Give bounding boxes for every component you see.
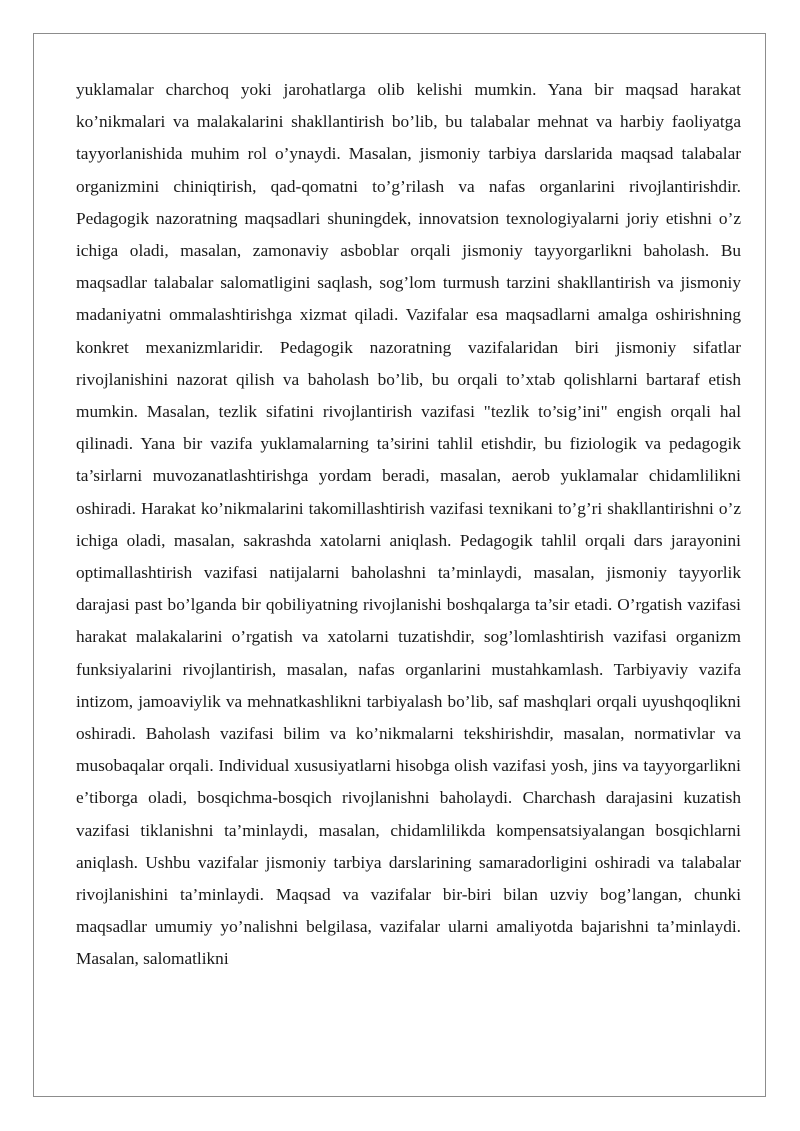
body-paragraph: yuklamalar charchoq yoki jarohatlarga olib kelishi mumkin. Yana bir maqsad harakat ko’nikmalari va malakalarini shakllantirish bo’lib, bu talabalar mehnat va harbiy faoliyatga tayyorlanishida muhim rol o’ynaydi. Masalan, jismoniy tarbiya darslarida maqsad talabalar organizmini chiniqtirish, qad-qomatni to’g’rilash va nafas organlarini rivojlantirishdir. Pedagogik nazoratning maqsadlari shuningdek, innovatsion texnologiyalarni joriy etishni o’z ichiga oladi, masalan, zamonaviy asboblar orqali jismoniy tayyorgarlikni baholash. Bu maqsadlar talabalar salomatligini saqlash, sog’lom turmush tarzini shakllantirish va jismoniy madaniyatni ommalashtirishga xizmat qiladi. Vazifalar esa maqsadlarni amalga oshirishning konkret mexanizmlaridir. Pedagogik nazoratning vazifalaridan biri jismoniy sifatlar rivojlanishini nazorat qilish va baholash bo’lib, bu orqali to’xtab qolishlarni bartaraf etish mumkin. Masalan, tezlik sifatini rivojlantirish vazifasi "tezlik to’sig’ini" engish orqali hal qilinadi. Yana bir vazifa yuklamalarning ta’sirini tahlil etishdir, bu fiziologik va pedagogik ta’sirlarni muvozanatlashtirishga yordam beradi, masalan, aerob yuklamalar chidamlilikni oshiradi. Harakat ko’nikmalarini takomillashtirish vazifasi texnikani to’g’ri shakllantirishni o’z ichiga oladi, masalan, sakrashda xatolarni aniqlash. Pedagogik tahlil orqali dars jarayonini optimallashtirish vazifasi natijalarni baholashni ta’minlaydi, masalan, jismoniy tayyorlik darajasi past bo’lganda bir qobiliyatning rivojlanishi boshqalarga ta’sir etadi. O’rgatish vazifasi harakat malakalarini o’rgatish va xatolarni tuzatishdir, sog’lomlashtirish vazifasi organizm funksiyalarini rivojlantirish, masalan, nafas organlarini mustahkamlash. Tarbiyaviy vazifa intizom, jamoaviylik va mehnatkashlikni tarbiyalash bo’lib, saf mashqlari orqali uyushqoqlikni oshiradi. Baholash vazifasi bilim va ko’nikmalarni tekshirishdir, masalan, normativlar va musobaqalar orqali. Individual xususiyatlarni hisobga olish vazifasi yosh, jins va tayyorgarlikni e’tiborga oladi, bosqichma-bosqich rivojlanishni baholaydi. Charchash darajasini kuzatish vazifasi tiklanishni ta’minlaydi, masalan, chidamlilikda kompensatsiyalangan bosqichlarni aniqlash. Ushbu vazifalar jismoniy tarbiya darslarining samaradorligini oshiradi va talabalar rivojlanishini ta’minlaydi. Maqsad va vazifalar bir-biri bilan uzviy bog’langan, chunki maqsadlar umumiy yo’nalishni belgilasa, vazifalar ularni amaliyotda bajarishni ta’minlaydi. Masalan, salomatlikni bbox=[76, 80, 741, 969]
